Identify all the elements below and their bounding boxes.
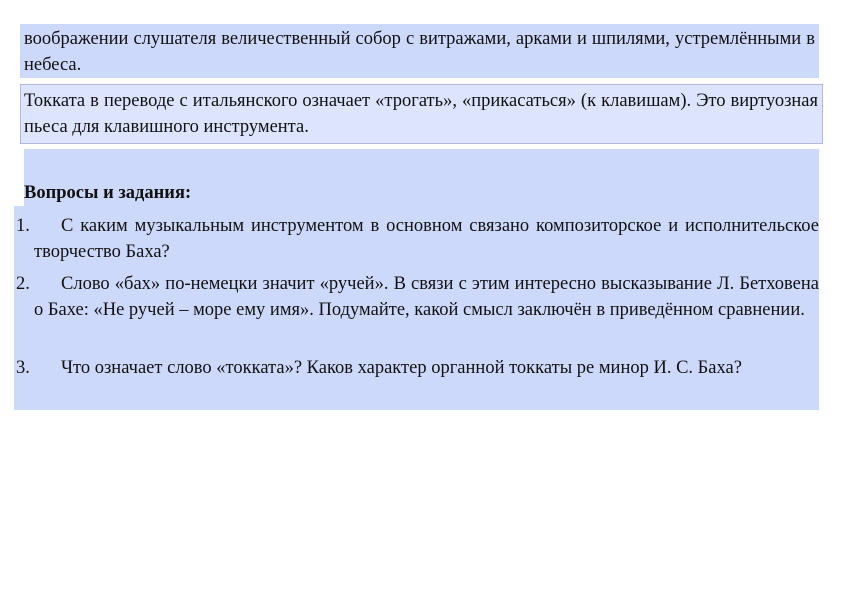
item-text: С каким музыкальным инструментом в основном связано композиторское и исполнительское творчество Баха? xyxy=(34,216,819,262)
paragraph-text: воображении слушателя величественный собор с витражами, арками и шпилями, устремлёнными в небеса. xyxy=(24,29,815,75)
item-number: 1. xyxy=(16,216,30,236)
questions-heading: Вопросы и задания: xyxy=(24,183,192,203)
toccata-definition-box xyxy=(20,84,823,144)
item-number: 3. xyxy=(16,358,30,378)
item-text: Слово «бах» по-немецки значит «ручей». В связи с этим интересно высказывание Л. Бетховена о Бахе: «Не ручей – море ему имя». Подумайте, какой смысл заключён в приведённом сравнении. xyxy=(34,274,819,320)
questions-list xyxy=(14,206,819,410)
item-number: 2. xyxy=(16,274,30,294)
questions-header-block xyxy=(24,149,819,207)
definition-text: Токката в переводе с итальянского означает «трогать», «прикасаться» (к клавишам). Это виртуозная пьеса для клавишного инструмента. xyxy=(24,91,818,137)
text-paragraph-cathedral xyxy=(20,24,819,78)
item-text: Что означает слово «токката»? Каков характер органной токкаты ре минор И. С. Баха? xyxy=(61,358,742,378)
